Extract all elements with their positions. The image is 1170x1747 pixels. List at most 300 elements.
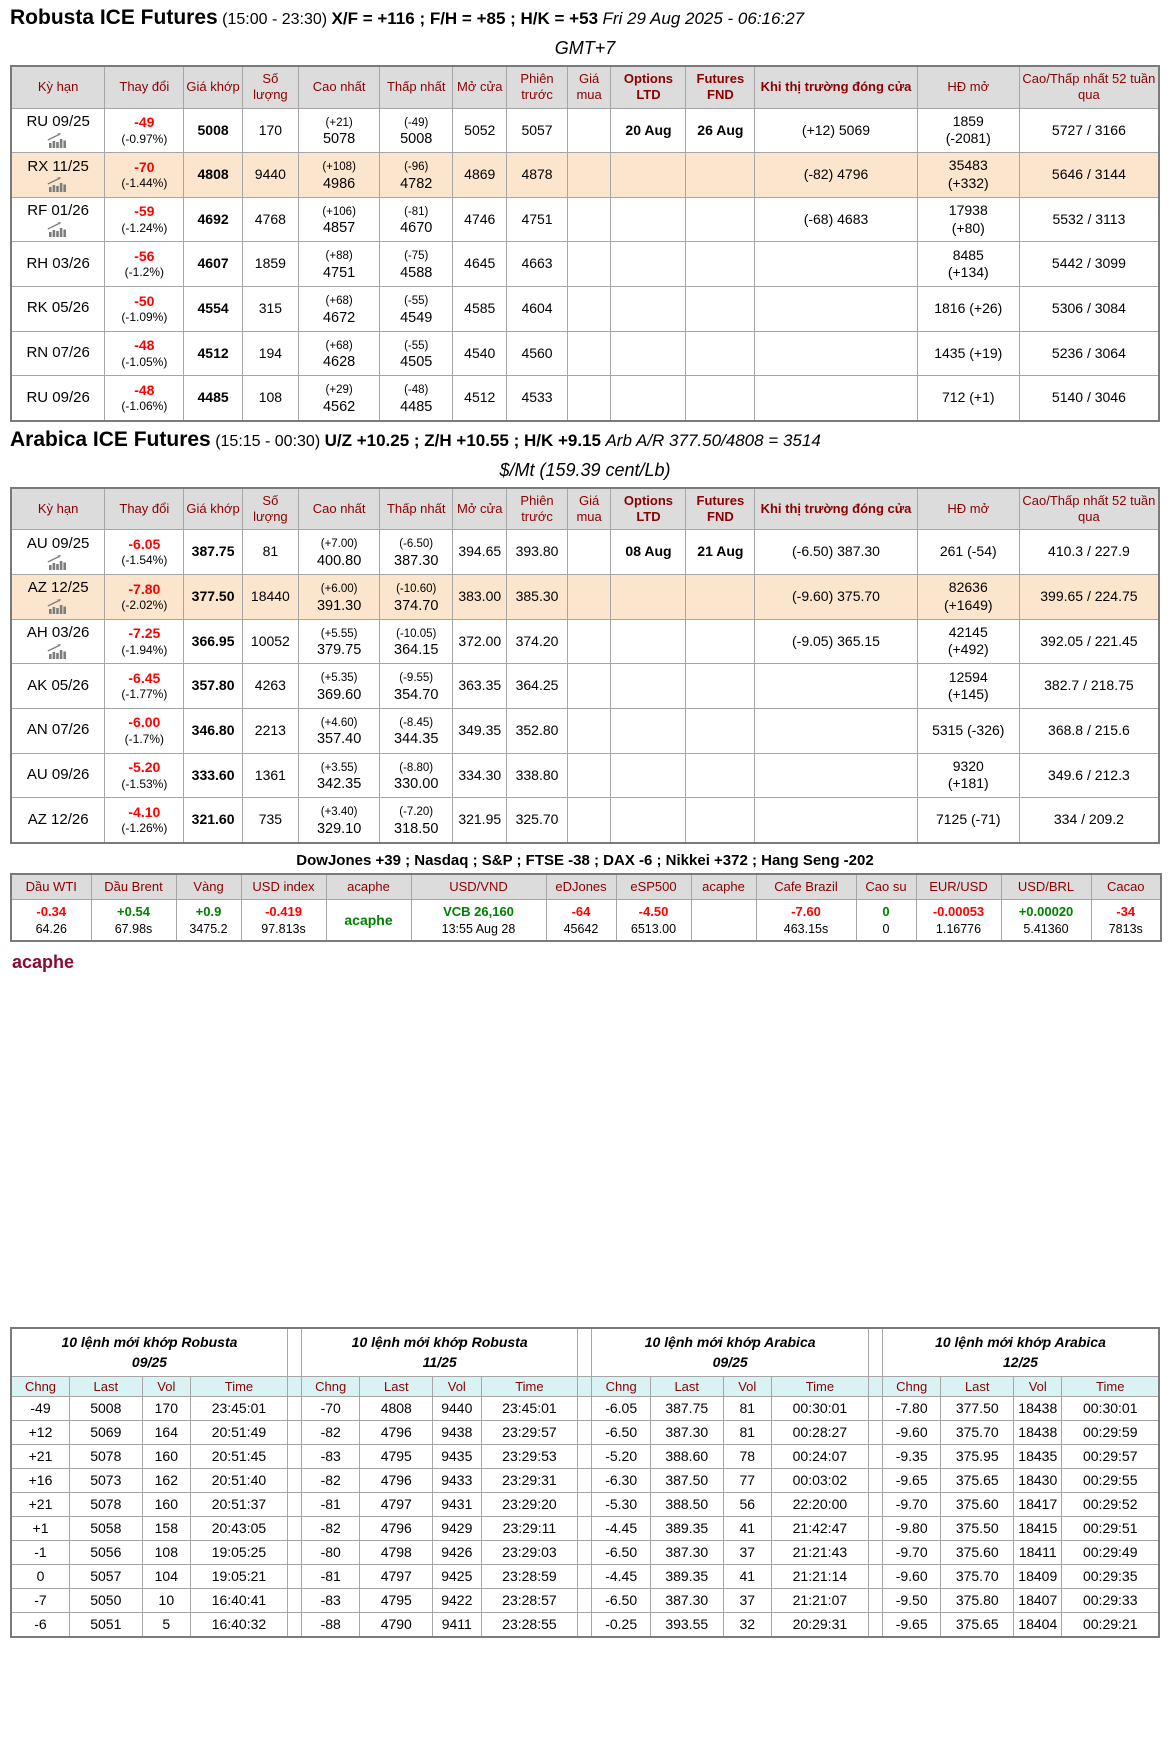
order-cell: 4790 [360, 1612, 433, 1637]
order-cell: 104 [142, 1564, 190, 1588]
range-52w-cell: 5727 / 3166 [1019, 108, 1159, 153]
after-close-cell: (-68) 4683 [755, 197, 918, 242]
bid-cell [567, 530, 611, 575]
column-header: acaphe [691, 874, 756, 900]
open-cell: 4746 [453, 197, 507, 242]
volume-cell: 81 [242, 530, 298, 575]
order-cell: 18438 [1014, 1396, 1062, 1420]
column-header: Last [941, 1376, 1014, 1396]
high-cell: (+88) 4751 [299, 242, 380, 287]
spacer-cell [578, 1468, 592, 1492]
order-cell: 9411 [433, 1612, 481, 1637]
volume-cell: 2213 [242, 708, 298, 753]
options-ltd-cell [611, 197, 686, 242]
prev-close-cell: 364.25 [507, 664, 567, 709]
after-close-cell: (+12) 5069 [755, 108, 918, 153]
futures-row [11, 287, 1159, 332]
open-cell: 4585 [453, 287, 507, 332]
order-cell: 21:42:47 [771, 1516, 868, 1540]
order-cell: 00:30:01 [1062, 1396, 1159, 1420]
low-cell: (-10.60) 374.70 [380, 575, 453, 620]
order-cell: 4797 [360, 1564, 433, 1588]
low-cell: (-55) 4505 [380, 331, 453, 376]
order-cell: -9.70 [882, 1492, 941, 1516]
high-cell: (+5.35) 369.60 [299, 664, 380, 709]
chart-up-icon [47, 177, 69, 192]
order-cell: 23:29:31 [481, 1468, 578, 1492]
prev-close-cell: 4533 [507, 376, 567, 421]
open-cell: 334.30 [453, 753, 507, 798]
futures-row [11, 108, 1159, 153]
futures-fnd-cell [686, 331, 755, 376]
spacer-cell [287, 1540, 301, 1564]
arabica-title-line [10, 428, 1170, 452]
futures-fnd-cell [686, 153, 755, 198]
order-cell: 00:29:55 [1062, 1468, 1159, 1492]
order-row [11, 1420, 1159, 1444]
order-cell: 23:29:57 [481, 1420, 578, 1444]
prev-close-cell: 374.20 [507, 619, 567, 664]
order-cell: 00:29:33 [1062, 1588, 1159, 1612]
spacer-cell [287, 1588, 301, 1612]
order-cell: 375.50 [941, 1516, 1014, 1540]
order-row [11, 1492, 1159, 1516]
futures-row [11, 798, 1159, 843]
index-cell: -64 45642 [546, 900, 616, 942]
world-indices-summary: DowJones +39 ; Nasdaq ; S&P ; FTSE -38 ; DAX -6 ; Nikkei +372 ; Hang Seng -202 [296, 851, 874, 869]
column-header: USD/BRL [1001, 874, 1091, 900]
order-cell: 162 [142, 1468, 190, 1492]
volume-cell: 1361 [242, 753, 298, 798]
high-cell: (+21) 5078 [299, 108, 380, 153]
order-cell: 37 [723, 1540, 771, 1564]
after-close-cell [755, 331, 918, 376]
open-cell: 383.00 [453, 575, 507, 620]
range-52w-cell: 5646 / 3144 [1019, 153, 1159, 198]
order-cell: 18430 [1014, 1468, 1062, 1492]
column-header: HĐ mở [917, 66, 1019, 108]
column-header: Giá mua [567, 488, 611, 530]
spacer-cell [578, 1516, 592, 1540]
order-cell: 77 [723, 1468, 771, 1492]
order-cell: 00:28:27 [771, 1420, 868, 1444]
spacer-cell [578, 1444, 592, 1468]
order-cell: 4796 [360, 1468, 433, 1492]
column-header: Dầu Brent [91, 874, 176, 900]
order-cell: 18404 [1014, 1612, 1062, 1637]
order-cell: 16:40:41 [191, 1588, 288, 1612]
order-cell: 41 [723, 1564, 771, 1588]
order-cell: 9435 [433, 1444, 481, 1468]
order-cell: -9.50 [882, 1588, 941, 1612]
index-cell: -34 7813s [1091, 900, 1161, 942]
order-cell: 00:29:59 [1062, 1420, 1159, 1444]
futures-row [11, 376, 1159, 421]
order-cell: 5078 [70, 1444, 143, 1468]
spacer-cell [578, 1612, 592, 1637]
order-cell: 00:29:52 [1062, 1492, 1159, 1516]
spacer-cell [868, 1376, 882, 1396]
indices-value-row [11, 900, 1161, 942]
spacer-cell [578, 1540, 592, 1564]
high-cell: (+7.00) 400.80 [299, 530, 380, 575]
order-cell: 5 [142, 1612, 190, 1637]
change-cell: -4.10 (-1.26%) [105, 798, 184, 843]
change-cell: -70 (-1.44%) [105, 153, 184, 198]
column-header: Thay đổi [105, 488, 184, 530]
futures-row [11, 619, 1159, 664]
prev-close-cell: 4663 [507, 242, 567, 287]
after-close-cell [755, 753, 918, 798]
spacer-cell [578, 1396, 592, 1420]
low-cell: (-8.45) 344.35 [380, 708, 453, 753]
order-row [11, 1588, 1159, 1612]
order-cell: 5073 [70, 1468, 143, 1492]
volume-cell: 4768 [242, 197, 298, 242]
order-row [11, 1516, 1159, 1540]
order-cell: 23:29:11 [481, 1516, 578, 1540]
bid-cell [567, 798, 611, 843]
column-header: eSP500 [616, 874, 691, 900]
arabica-unit-note: $/Mt (159.39 cent/Lb) [499, 459, 671, 480]
range-52w-cell: 5532 / 3113 [1019, 197, 1159, 242]
order-cell: -0.25 [592, 1612, 651, 1637]
spacer-cell [287, 1492, 301, 1516]
order-cell: -5.30 [592, 1492, 651, 1516]
spacer-cell [578, 1564, 592, 1588]
column-header: Thấp nhất [380, 66, 453, 108]
column-header: HĐ mở [917, 488, 1019, 530]
arabica-title: Arabica ICE Futures [10, 427, 211, 451]
order-cell: 23:29:53 [481, 1444, 578, 1468]
bid-cell [567, 153, 611, 198]
column-header: Vàng [176, 874, 241, 900]
range-52w-cell: 5306 / 3084 [1019, 287, 1159, 332]
contract-cell: AK 05/26 [11, 664, 105, 709]
market-indices-table [10, 873, 1162, 943]
spacer-cell [868, 1420, 882, 1444]
order-cell: -6.50 [592, 1588, 651, 1612]
order-cell: 393.55 [650, 1612, 723, 1637]
order-cell: 375.65 [941, 1612, 1014, 1637]
prev-close-cell: 325.70 [507, 798, 567, 843]
order-cell: -9.70 [882, 1540, 941, 1564]
order-cell: -1 [11, 1540, 70, 1564]
order-cell: -9.60 [882, 1420, 941, 1444]
order-cell: 00:29:35 [1062, 1564, 1159, 1588]
order-cell: 81 [723, 1420, 771, 1444]
volume-cell: 1859 [242, 242, 298, 287]
spacer-cell [868, 1540, 882, 1564]
order-cell: -9.80 [882, 1516, 941, 1540]
high-cell: (+3.55) 342.35 [299, 753, 380, 798]
chart-up-icon [47, 222, 69, 237]
order-cell: 20:51:49 [191, 1420, 288, 1444]
order-cell: -49 [11, 1396, 70, 1420]
order-cell: +21 [11, 1492, 70, 1516]
change-cell: -7.80 (-2.02%) [105, 575, 184, 620]
order-cell: 16:40:32 [191, 1612, 288, 1637]
column-header: Số lượng [242, 66, 298, 108]
options-ltd-cell [611, 664, 686, 709]
order-cell: 375.60 [941, 1540, 1014, 1564]
column-header: Vol [1014, 1376, 1062, 1396]
contract-cell: RN 07/26 [11, 331, 105, 376]
range-52w-cell: 368.8 / 215.6 [1019, 708, 1159, 753]
column-header: Futures FND [686, 66, 755, 108]
acaphe-link[interactable]: acaphe [344, 911, 393, 928]
futures-row [11, 331, 1159, 376]
order-cell: -82 [301, 1516, 360, 1540]
high-cell: (+108) 4986 [299, 153, 380, 198]
column-header: Khi thị trường đóng cửa [755, 488, 918, 530]
volume-cell: 194 [242, 331, 298, 376]
order-cell: 37 [723, 1588, 771, 1612]
order-cell: -80 [301, 1540, 360, 1564]
open-interest-cell: 261 (-54) [917, 530, 1019, 575]
options-ltd-cell [611, 153, 686, 198]
prev-close-cell: 385.30 [507, 575, 567, 620]
spacer-cell [868, 1516, 882, 1540]
column-header: Cao su [856, 874, 916, 900]
spacer-cell [287, 1564, 301, 1588]
order-table-title: 10 lệnh mới khớp Robusta 09/25 [11, 1328, 287, 1376]
low-cell: (-75) 4588 [380, 242, 453, 287]
column-header: Số lượng [242, 488, 298, 530]
order-cell: 375.60 [941, 1492, 1014, 1516]
options-ltd-cell: 20 Aug [611, 108, 686, 153]
order-cell: 23:28:59 [481, 1564, 578, 1588]
order-cell: 4795 [360, 1588, 433, 1612]
spacer-cell [287, 1612, 301, 1637]
column-header: Chng [11, 1376, 70, 1396]
open-interest-cell: 12594 (+145) [917, 664, 1019, 709]
change-cell: -7.25 (-1.94%) [105, 619, 184, 664]
spacer-cell [287, 1516, 301, 1540]
order-cell: 19:05:21 [191, 1564, 288, 1588]
column-header: Khi thị trường đóng cửa [755, 66, 918, 108]
column-header: Time [1062, 1376, 1159, 1396]
order-cell: 160 [142, 1444, 190, 1468]
open-interest-cell: 17938 (+80) [917, 197, 1019, 242]
order-cell: 387.30 [650, 1588, 723, 1612]
order-cell: 170 [142, 1396, 190, 1420]
indices-header-row [11, 874, 1161, 900]
bid-cell [567, 242, 611, 287]
last-price-cell: 387.75 [184, 530, 242, 575]
open-interest-cell: 712 (+1) [917, 376, 1019, 421]
order-cell: 18411 [1014, 1540, 1062, 1564]
spacer-cell [868, 1492, 882, 1516]
spacer-cell [287, 1396, 301, 1420]
order-cell: -4.45 [592, 1564, 651, 1588]
order-cell: -9.60 [882, 1564, 941, 1588]
column-header: Chng [592, 1376, 651, 1396]
order-cell: 32 [723, 1612, 771, 1637]
change-cell: -6.05 (-1.54%) [105, 530, 184, 575]
order-cell: 375.95 [941, 1444, 1014, 1468]
last-price-cell: 346.80 [184, 708, 242, 753]
last-price-cell: 377.50 [184, 575, 242, 620]
column-header: Futures FND [686, 488, 755, 530]
open-cell: 5052 [453, 108, 507, 153]
open-cell: 4540 [453, 331, 507, 376]
order-titles-row [11, 1328, 1159, 1376]
bid-cell [567, 575, 611, 620]
order-cell: 9429 [433, 1516, 481, 1540]
order-cell: -9.35 [882, 1444, 941, 1468]
order-table-title: 10 lệnh mới khớp Arabica 12/25 [882, 1328, 1159, 1376]
order-cell: 387.30 [650, 1420, 723, 1444]
high-cell: (+5.55) 379.75 [299, 619, 380, 664]
arabica-arb-note: Arb A/R 377.50/4808 = 3514 [605, 430, 821, 450]
order-cell: 4796 [360, 1516, 433, 1540]
order-cell: 18409 [1014, 1564, 1062, 1588]
order-cell: 5050 [70, 1588, 143, 1612]
order-cell: 164 [142, 1420, 190, 1444]
low-cell: (-48) 4485 [380, 376, 453, 421]
open-interest-cell: 82636 (+1649) [917, 575, 1019, 620]
spacer-cell [287, 1468, 301, 1492]
open-cell: 4512 [453, 376, 507, 421]
contract-cell: RX 11/25 [11, 153, 105, 198]
order-cell: 389.35 [650, 1516, 723, 1540]
column-header: USD index [241, 874, 326, 900]
range-52w-cell: 392.05 / 221.45 [1019, 619, 1159, 664]
after-close-cell [755, 287, 918, 332]
order-cell: 23:29:03 [481, 1540, 578, 1564]
page [0, 6, 1170, 1638]
prev-close-cell: 4751 [507, 197, 567, 242]
index-cell [326, 900, 411, 942]
spacer-cell [578, 1420, 592, 1444]
bid-cell [567, 376, 611, 421]
order-cell: 0 [11, 1564, 70, 1588]
futures-fnd-cell: 21 Aug [686, 530, 755, 575]
options-ltd-cell: 08 Aug [611, 530, 686, 575]
column-header: Cao/Thấp nhất 52 tuần qua [1019, 488, 1159, 530]
order-cell: 5078 [70, 1492, 143, 1516]
spacer-cell [868, 1328, 882, 1376]
low-cell: (-9.55) 354.70 [380, 664, 453, 709]
column-header: Last [70, 1376, 143, 1396]
column-header: acaphe [326, 874, 411, 900]
order-cell: 20:29:31 [771, 1612, 868, 1637]
column-header: Giá mua [567, 66, 611, 108]
options-ltd-cell [611, 242, 686, 287]
index-cell: +0.9 3475.2 [176, 900, 241, 942]
last-price-cell: 321.60 [184, 798, 242, 843]
order-cell: -88 [301, 1612, 360, 1637]
order-cell: 9440 [433, 1396, 481, 1420]
order-cell: 22:20:00 [771, 1492, 868, 1516]
spacer-cell [868, 1468, 882, 1492]
volume-cell: 735 [242, 798, 298, 843]
volume-cell: 9440 [242, 153, 298, 198]
change-cell: -48 (-1.06%) [105, 376, 184, 421]
volume-cell: 4263 [242, 664, 298, 709]
change-cell: -56 (-1.2%) [105, 242, 184, 287]
robusta-header-row [11, 66, 1159, 108]
column-header: Chng [882, 1376, 941, 1396]
column-header: Cao/Thấp nhất 52 tuần qua [1019, 66, 1159, 108]
open-interest-cell: 9320 (+181) [917, 753, 1019, 798]
order-cell: +12 [11, 1420, 70, 1444]
bid-cell [567, 753, 611, 798]
low-cell: (-6.50) 387.30 [380, 530, 453, 575]
order-cell: 23:29:20 [481, 1492, 578, 1516]
bid-cell [567, 619, 611, 664]
bid-cell [567, 331, 611, 376]
prev-close-cell: 5057 [507, 108, 567, 153]
low-cell: (-96) 4782 [380, 153, 453, 198]
order-cell: 78 [723, 1444, 771, 1468]
column-header: Giá khớp [184, 66, 242, 108]
order-table-title: 10 lệnh mới khớp Robusta 11/25 [301, 1328, 577, 1376]
column-header: Giá khớp [184, 488, 242, 530]
futures-row [11, 664, 1159, 709]
order-cell: 108 [142, 1540, 190, 1564]
order-cell: 00:30:01 [771, 1396, 868, 1420]
order-cell: 5056 [70, 1540, 143, 1564]
robusta-futures-table [10, 65, 1160, 422]
order-cell: -6 [11, 1612, 70, 1637]
column-header: Last [360, 1376, 433, 1396]
high-cell: (+3.40) 329.10 [299, 798, 380, 843]
order-cell: 158 [142, 1516, 190, 1540]
order-cell: 4796 [360, 1420, 433, 1444]
futures-fnd-cell [686, 664, 755, 709]
open-interest-cell: 5315 (-326) [917, 708, 1019, 753]
order-cell: +1 [11, 1516, 70, 1540]
column-header: Cacao [1091, 874, 1161, 900]
order-cell: 00:29:21 [1062, 1612, 1159, 1637]
order-cell: 00:24:07 [771, 1444, 868, 1468]
futures-fnd-cell [686, 619, 755, 664]
futures-row [11, 575, 1159, 620]
acaphe-brand-link[interactable]: acaphe [12, 952, 75, 973]
index-cell: -7.60 463.15s [756, 900, 856, 942]
order-cell: 9433 [433, 1468, 481, 1492]
report-datetime: Fri 29 Aug 2025 - 06:16:27 [602, 9, 805, 28]
futures-row [11, 530, 1159, 575]
column-header: Options LTD [611, 488, 686, 530]
volume-cell: 108 [242, 376, 298, 421]
order-cell: 377.50 [941, 1396, 1014, 1420]
order-cell: 5069 [70, 1420, 143, 1444]
order-cell: 18417 [1014, 1492, 1062, 1516]
range-52w-cell: 334 / 209.2 [1019, 798, 1159, 843]
order-cell: 375.70 [941, 1564, 1014, 1588]
order-cell: 23:45:01 [481, 1396, 578, 1420]
order-cell: 10 [142, 1588, 190, 1612]
bid-cell [567, 664, 611, 709]
column-header: Vol [433, 1376, 481, 1396]
prev-close-cell: 393.80 [507, 530, 567, 575]
order-cell: -9.65 [882, 1468, 941, 1492]
futures-fnd-cell: 26 Aug [686, 108, 755, 153]
order-cell: 18415 [1014, 1516, 1062, 1540]
options-ltd-cell [611, 287, 686, 332]
order-cell: 18435 [1014, 1444, 1062, 1468]
order-cell: 388.50 [650, 1492, 723, 1516]
order-cell: -6.05 [592, 1396, 651, 1420]
arabica-futures-table [10, 487, 1160, 844]
order-cell: 5008 [70, 1396, 143, 1420]
change-cell: -6.45 (-1.77%) [105, 664, 184, 709]
range-52w-cell: 382.7 / 218.75 [1019, 664, 1159, 709]
futures-row [11, 153, 1159, 198]
